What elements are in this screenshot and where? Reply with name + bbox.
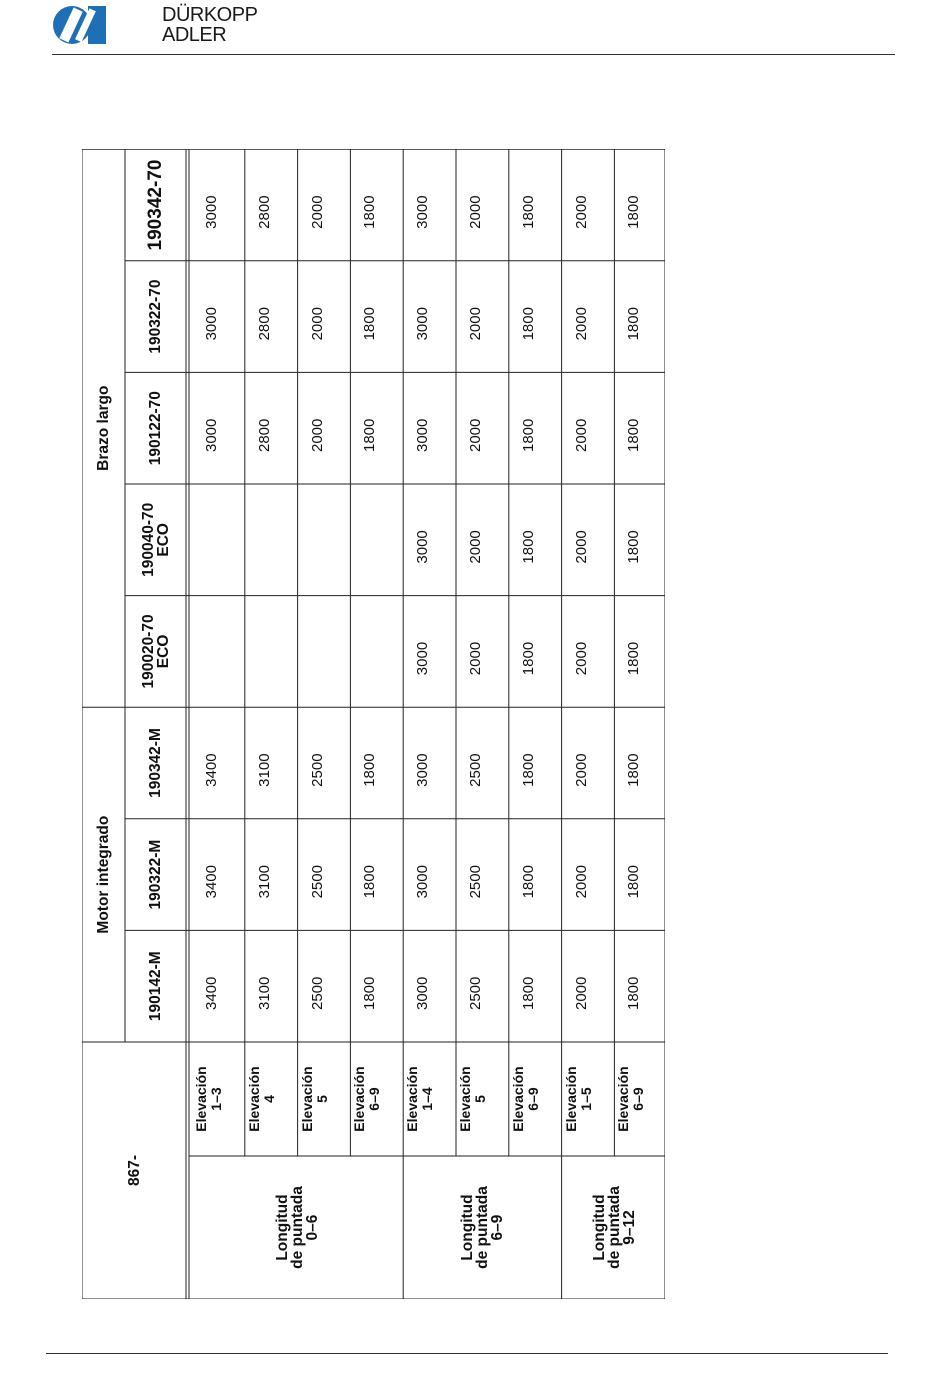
- speed-value: 2800: [255, 307, 273, 341]
- speed-value: 1800: [361, 418, 379, 452]
- speed-value: 2800: [255, 418, 273, 452]
- speed-value: 3000: [414, 865, 432, 899]
- speed-value: 1800: [519, 865, 537, 899]
- column-header: 190342-M: [147, 728, 164, 798]
- speed-value: [204, 504, 220, 564]
- column-header: 190122-70: [147, 391, 164, 466]
- block-label: Longitud de puntada 9–12: [590, 1186, 638, 1269]
- speed-value: 1800: [625, 976, 643, 1010]
- speed-value: 1800: [625, 641, 643, 676]
- speed-value: 2500: [308, 976, 326, 1010]
- speed-value: 1800: [361, 865, 379, 899]
- speed-value: [310, 615, 326, 675]
- speed-value: 1800: [625, 195, 643, 229]
- speed-value: 3000: [414, 307, 432, 341]
- speed-value: 3400: [203, 865, 220, 899]
- speed-value: [362, 504, 378, 564]
- brand-name-line1: DÜRKOPP: [162, 4, 258, 26]
- speed-value: 1800: [519, 753, 537, 787]
- speed-value: 2000: [467, 307, 484, 341]
- elevation-label: Elevación 1–3: [193, 1066, 224, 1132]
- speed-value: 2500: [467, 976, 484, 1010]
- speed-value: 1800: [519, 418, 537, 452]
- speed-value: 2000: [572, 195, 590, 229]
- speed-value: 1800: [519, 976, 537, 1010]
- group-label-brazo: Brazo largo: [95, 385, 112, 471]
- speed-value: 2000: [467, 530, 484, 564]
- column-header: 190322-M: [147, 839, 164, 910]
- speed-value: 2000: [467, 418, 484, 452]
- speed-value: 2500: [308, 865, 326, 899]
- elevation-label: Elevación 4: [245, 1066, 277, 1132]
- speed-value: [310, 504, 326, 564]
- column-header: 190322-70: [147, 279, 164, 354]
- block-label: Longitud de puntada 0–6: [274, 1186, 322, 1269]
- elevation-label: Elevación 6–9: [615, 1066, 647, 1132]
- speed-table: [82, 149, 665, 1299]
- column-header: 190142-M: [147, 951, 164, 1022]
- speed-value: 3000: [414, 530, 432, 564]
- speed-value: 3000: [203, 307, 220, 341]
- speed-value: 2500: [467, 865, 484, 899]
- speed-value: 2500: [467, 753, 484, 787]
- speed-value: 2800: [255, 195, 273, 229]
- header-rule: [52, 54, 895, 55]
- speed-value: 1800: [519, 307, 537, 341]
- speed-value: 2000: [467, 195, 484, 229]
- speed-value: 2000: [572, 753, 590, 787]
- speed-table-rotated: [82, 149, 665, 1299]
- speed-value: 1800: [625, 865, 643, 899]
- corner-label: 867-: [125, 1154, 143, 1187]
- column-header: 190342-70: [145, 159, 166, 251]
- speed-value: 2000: [467, 641, 484, 676]
- speed-value: [257, 615, 273, 675]
- brand-name-line2: ADLER: [162, 24, 227, 46]
- group-label-motor: Motor integrado: [95, 815, 112, 934]
- speed-value: 2000: [572, 307, 590, 341]
- speed-value: 3100: [255, 865, 273, 899]
- speed-value: [257, 504, 273, 564]
- speed-value: 3000: [414, 418, 432, 452]
- speed-value: 1800: [361, 307, 379, 341]
- speed-value: 2000: [308, 418, 326, 452]
- elevation-label: Elevación 6–9: [351, 1066, 383, 1132]
- speed-value: 3100: [255, 976, 273, 1010]
- speed-value: 1800: [361, 753, 379, 787]
- speed-value: 1800: [361, 195, 379, 229]
- speed-value: 2000: [308, 195, 326, 229]
- block-label: Longitud de puntada 6–9: [458, 1186, 506, 1269]
- brand-mark-icon: [52, 4, 108, 46]
- speed-value: 1800: [625, 753, 643, 787]
- speed-value: 2000: [572, 530, 590, 564]
- speed-value: 3100: [255, 753, 273, 787]
- speed-value: 2000: [308, 307, 326, 341]
- elevation-label: Elevación 6–9: [509, 1066, 541, 1132]
- speed-value: 3400: [203, 976, 220, 1010]
- speed-value: 1800: [519, 530, 537, 564]
- speed-value: 3000: [203, 195, 220, 229]
- speed-value: 3000: [414, 195, 432, 229]
- speed-value: [204, 615, 220, 675]
- column-header: 190040-70 ECO: [139, 502, 172, 577]
- elevation-label: Elevación 5: [298, 1066, 330, 1132]
- speed-value: 1800: [519, 195, 537, 229]
- speed-value: 1800: [625, 418, 643, 452]
- speed-value: 3400: [203, 753, 220, 787]
- speed-value: 3000: [203, 418, 220, 452]
- speed-value: 2000: [572, 641, 590, 676]
- elevation-label: Elevación 5: [457, 1066, 488, 1132]
- speed-value: 3000: [414, 641, 432, 676]
- speed-value: 2000: [572, 865, 590, 899]
- speed-value: 1800: [361, 976, 379, 1010]
- speed-value: 1800: [625, 307, 643, 341]
- footer-rule: [46, 1353, 888, 1354]
- column-header: 190020-70 ECO: [139, 614, 172, 689]
- speed-value: 2000: [572, 418, 590, 452]
- speed-value: 3000: [414, 753, 432, 787]
- speed-value: 3000: [414, 976, 432, 1010]
- speed-value: [362, 615, 378, 675]
- brand-logo: [52, 4, 258, 48]
- elevation-label: Elevación 1–4: [404, 1066, 436, 1132]
- speed-value: 1800: [519, 641, 537, 676]
- speed-value: 2000: [572, 976, 590, 1010]
- elevation-label: Elevación 1–5: [562, 1066, 594, 1132]
- speed-value: 2500: [308, 753, 326, 787]
- speed-value: 1800: [625, 530, 643, 564]
